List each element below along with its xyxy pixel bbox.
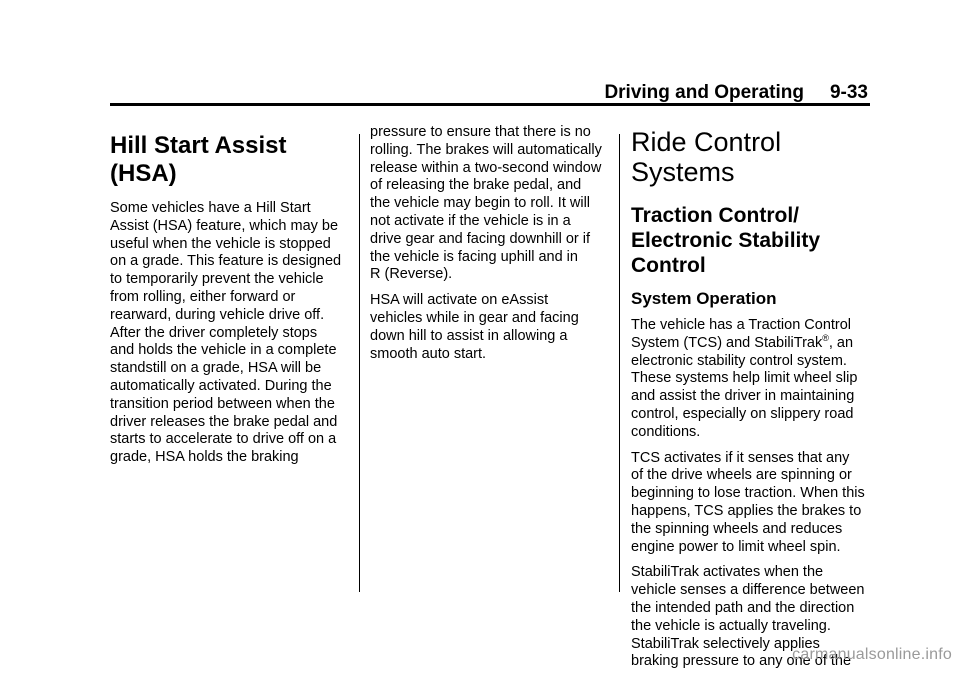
watermark-text: carmanualsonline.info <box>792 646 952 663</box>
hsa-paragraph-3: HSA will activate on eAssist vehicles while in gear and facing down hill to assist in allowing a smooth auto start. <box>370 292 579 362</box>
column-divider-1 <box>359 134 360 592</box>
page-number: 9-33 <box>829 82 868 103</box>
column-1 <box>110 124 352 475</box>
column-3 <box>631 124 871 679</box>
tcs-paragraph-1-start: The vehicle has a Traction Control System (TCS) and StabiliTrak <box>631 317 852 351</box>
header-title: Driving and Operating <box>604 82 804 103</box>
registered-mark: ® <box>822 332 829 343</box>
hsa-paragraph-2: pressure to ensure that there is no rolling. The brakes will automatically release within a two-second window of releasing the brake pedal, and the vehicle may begin to roll. It will not activate if the vehicle is in a drive gear and facing downhill or if the vehicle is facing uphill and in R (Reverse). <box>370 124 602 283</box>
column-2 <box>370 124 610 371</box>
hsa-paragraph-1: Some vehicles have a Hill Start Assist (HSA) feature, which may be useful when the vehicle is stopped on a grade. This feature is designed to temporarily prevent the vehicle from rolling, either forward or rearward, during vehicle drive off. After the driver completely stops and holds the vehicle in a complete standstill on a grade, HSA will be automatically activated. During the transition period between when the driver releases the brake pedal and starts to accelerate to drive off on a grade, HSA holds the braking <box>110 200 342 466</box>
hsa-heading: Hill Start Assist (HSA) <box>110 132 287 187</box>
tcs-paragraph-1 <box>631 317 871 442</box>
traction-control-heading: Traction Control/ Electronic Stability Control <box>631 204 821 277</box>
page-header <box>604 82 868 104</box>
ride-control-heading: Ride Control Systems <box>631 127 782 187</box>
tcs-paragraph-1-end: , an electronic stability control system. These systems help limit wheel slip and assist the driver in maintaining control, especially on slippery road conditions. <box>631 334 858 440</box>
tcs-paragraph-2: TCS activates if it senses that any of the drive wheels are spinning or beginning to lose traction. When this happens, TCS applies the brakes to the spinning wheels and reduces engine power to limit wheel spin. <box>631 449 865 555</box>
stabilitrak-paragraph: StabiliTrak activates when the vehicle senses a difference between the intended path and the direction the vehicle is actually traveling. StabiliTrak selectively applies braking pressure to any one of the <box>631 564 865 670</box>
system-operation-heading: System Operation <box>631 289 777 308</box>
header-rule <box>110 103 870 106</box>
column-divider-2 <box>619 134 620 592</box>
